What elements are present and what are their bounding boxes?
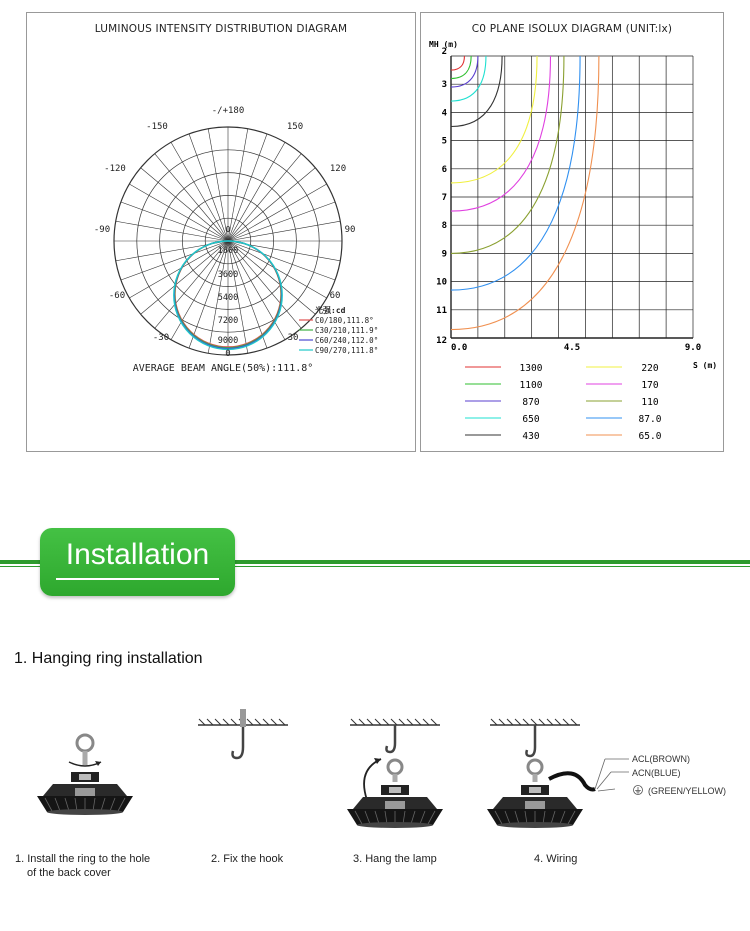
luminous-intensity-panel — [26, 12, 416, 452]
iso-y-tick: 4 — [441, 108, 447, 119]
step4-illustration — [487, 719, 629, 828]
isolux-grid — [451, 56, 693, 338]
s-axis-label: S (m) — [693, 361, 718, 370]
wire-ground-label: (GREEN/YELLOW) — [648, 786, 727, 796]
step1-caption-line2: of the back cover — [27, 867, 111, 879]
eye-ring-icon — [77, 735, 93, 751]
isolux-curve — [451, 56, 464, 70]
iso-legend-value: 110 — [641, 397, 659, 408]
angle-label-0: 0 — [225, 349, 231, 359]
isolux-legend — [465, 363, 662, 442]
iso-y-tick: 12 — [436, 336, 447, 346]
iso-legend-value: 870 — [522, 397, 540, 408]
iso-y-tick: 10 — [436, 277, 447, 288]
isolux-title: C0 PLANE ISOLUX DIAGRAM (UNIT:lx) — [471, 23, 673, 35]
iso-y-tick: 11 — [436, 305, 447, 316]
step2-illustration — [198, 709, 288, 758]
step4-caption: 4. Wiring — [534, 853, 578, 865]
polar-legend — [299, 316, 378, 355]
iso-legend-value: 650 — [522, 414, 540, 425]
iso-y-tick: 3 — [441, 80, 447, 91]
isolux-curve — [451, 56, 564, 253]
radial-label-3600: 3600 — [217, 270, 239, 280]
iso-y-tick: 6 — [441, 164, 447, 175]
polar-legend-label: C30/210,111.9° — [315, 326, 379, 335]
angle-label-m150: -150 — [146, 122, 168, 132]
isolux-diagram — [421, 13, 723, 451]
isolux-curve — [451, 56, 580, 290]
iso-legend-value: 87.0 — [638, 414, 662, 425]
lift-arrow-icon — [364, 759, 381, 800]
step1-caption-line1: 1. Install the ring to the hole — [15, 853, 151, 865]
wire-acn-label: ACN(BLUE) — [632, 768, 681, 778]
earth-ground-icon — [634, 786, 643, 795]
iso-x-tick: 4.5 — [563, 343, 581, 353]
banner-underline — [56, 578, 219, 580]
iso-y-tick: 9 — [441, 249, 447, 260]
step2-caption: 2. Fix the hook — [211, 853, 284, 865]
polar-legend-label: C90/270,111.8° — [315, 346, 379, 355]
isolux-y-ticks — [436, 47, 447, 346]
polar-legend-label: C60/240,112.0° — [315, 336, 379, 345]
iso-y-tick: 8 — [441, 221, 447, 232]
step1-illustration — [37, 735, 133, 815]
polar-legend-label: C0/180,111.8° — [315, 316, 374, 325]
step3-illustration — [347, 719, 443, 828]
iso-y-tick: 2 — [441, 47, 447, 57]
angle-label-90: 90 — [344, 225, 356, 235]
angle-label-m30: -30 — [152, 333, 170, 343]
angle-label-m60: -60 — [108, 291, 126, 301]
angle-label-120: 120 — [329, 164, 347, 174]
iso-x-tick: 9.0 — [684, 343, 702, 353]
iso-y-tick: 7 — [441, 193, 447, 203]
step3-caption: 3. Hang the lamp — [353, 853, 437, 865]
wire-acl-label: ACL(BROWN) — [632, 754, 690, 764]
radial-label-7200: 7200 — [217, 316, 239, 326]
section-title: 1. Hanging ring installation — [14, 650, 203, 667]
iso-legend-value: 170 — [641, 380, 659, 391]
angle-label-180: -/+180 — [211, 106, 245, 116]
radial-label-1800: 1800 — [217, 246, 239, 256]
iso-x-tick: 0.0 — [451, 343, 468, 353]
cable-icon — [549, 773, 595, 789]
angle-label-150: 150 — [286, 122, 304, 132]
iso-legend-value: 430 — [522, 431, 540, 442]
installation-banner-label: Installation — [65, 538, 210, 571]
angle-label-30: 30 — [287, 333, 299, 343]
beam-angle-caption: AVERAGE BEAM ANGLE(50%):111.8° — [132, 363, 314, 374]
radial-label-9000: 9000 — [217, 336, 239, 346]
installation-banner — [40, 528, 235, 596]
iso-legend-value: 1300 — [519, 363, 543, 374]
angle-label-m120: -120 — [104, 164, 126, 174]
isolux-panel — [420, 12, 724, 452]
center-label: 0 — [225, 225, 231, 234]
isolux-curves — [451, 56, 599, 330]
angle-label-60: 60 — [329, 291, 341, 301]
polar-diagram — [27, 13, 415, 451]
mh-axis-label: MH (m) — [429, 40, 458, 49]
radial-label-5400: 5400 — [217, 293, 239, 303]
iso-legend-value: 220 — [641, 363, 659, 374]
iso-y-tick: 5 — [441, 136, 447, 147]
iso-legend-value: 65.0 — [638, 431, 662, 442]
iso-legend-value: 1100 — [519, 380, 543, 391]
angle-label-m90: -90 — [93, 225, 111, 235]
isolux-x-ticks — [451, 343, 701, 353]
hook-icon — [233, 747, 244, 758]
step1-caption — [15, 852, 185, 880]
unit-label: 光强:cd — [315, 306, 346, 315]
polar-title: LUMINOUS INTENSITY DISTRIBUTION DIAGRAM — [94, 23, 348, 35]
hook-bolt-icon — [240, 709, 246, 727]
